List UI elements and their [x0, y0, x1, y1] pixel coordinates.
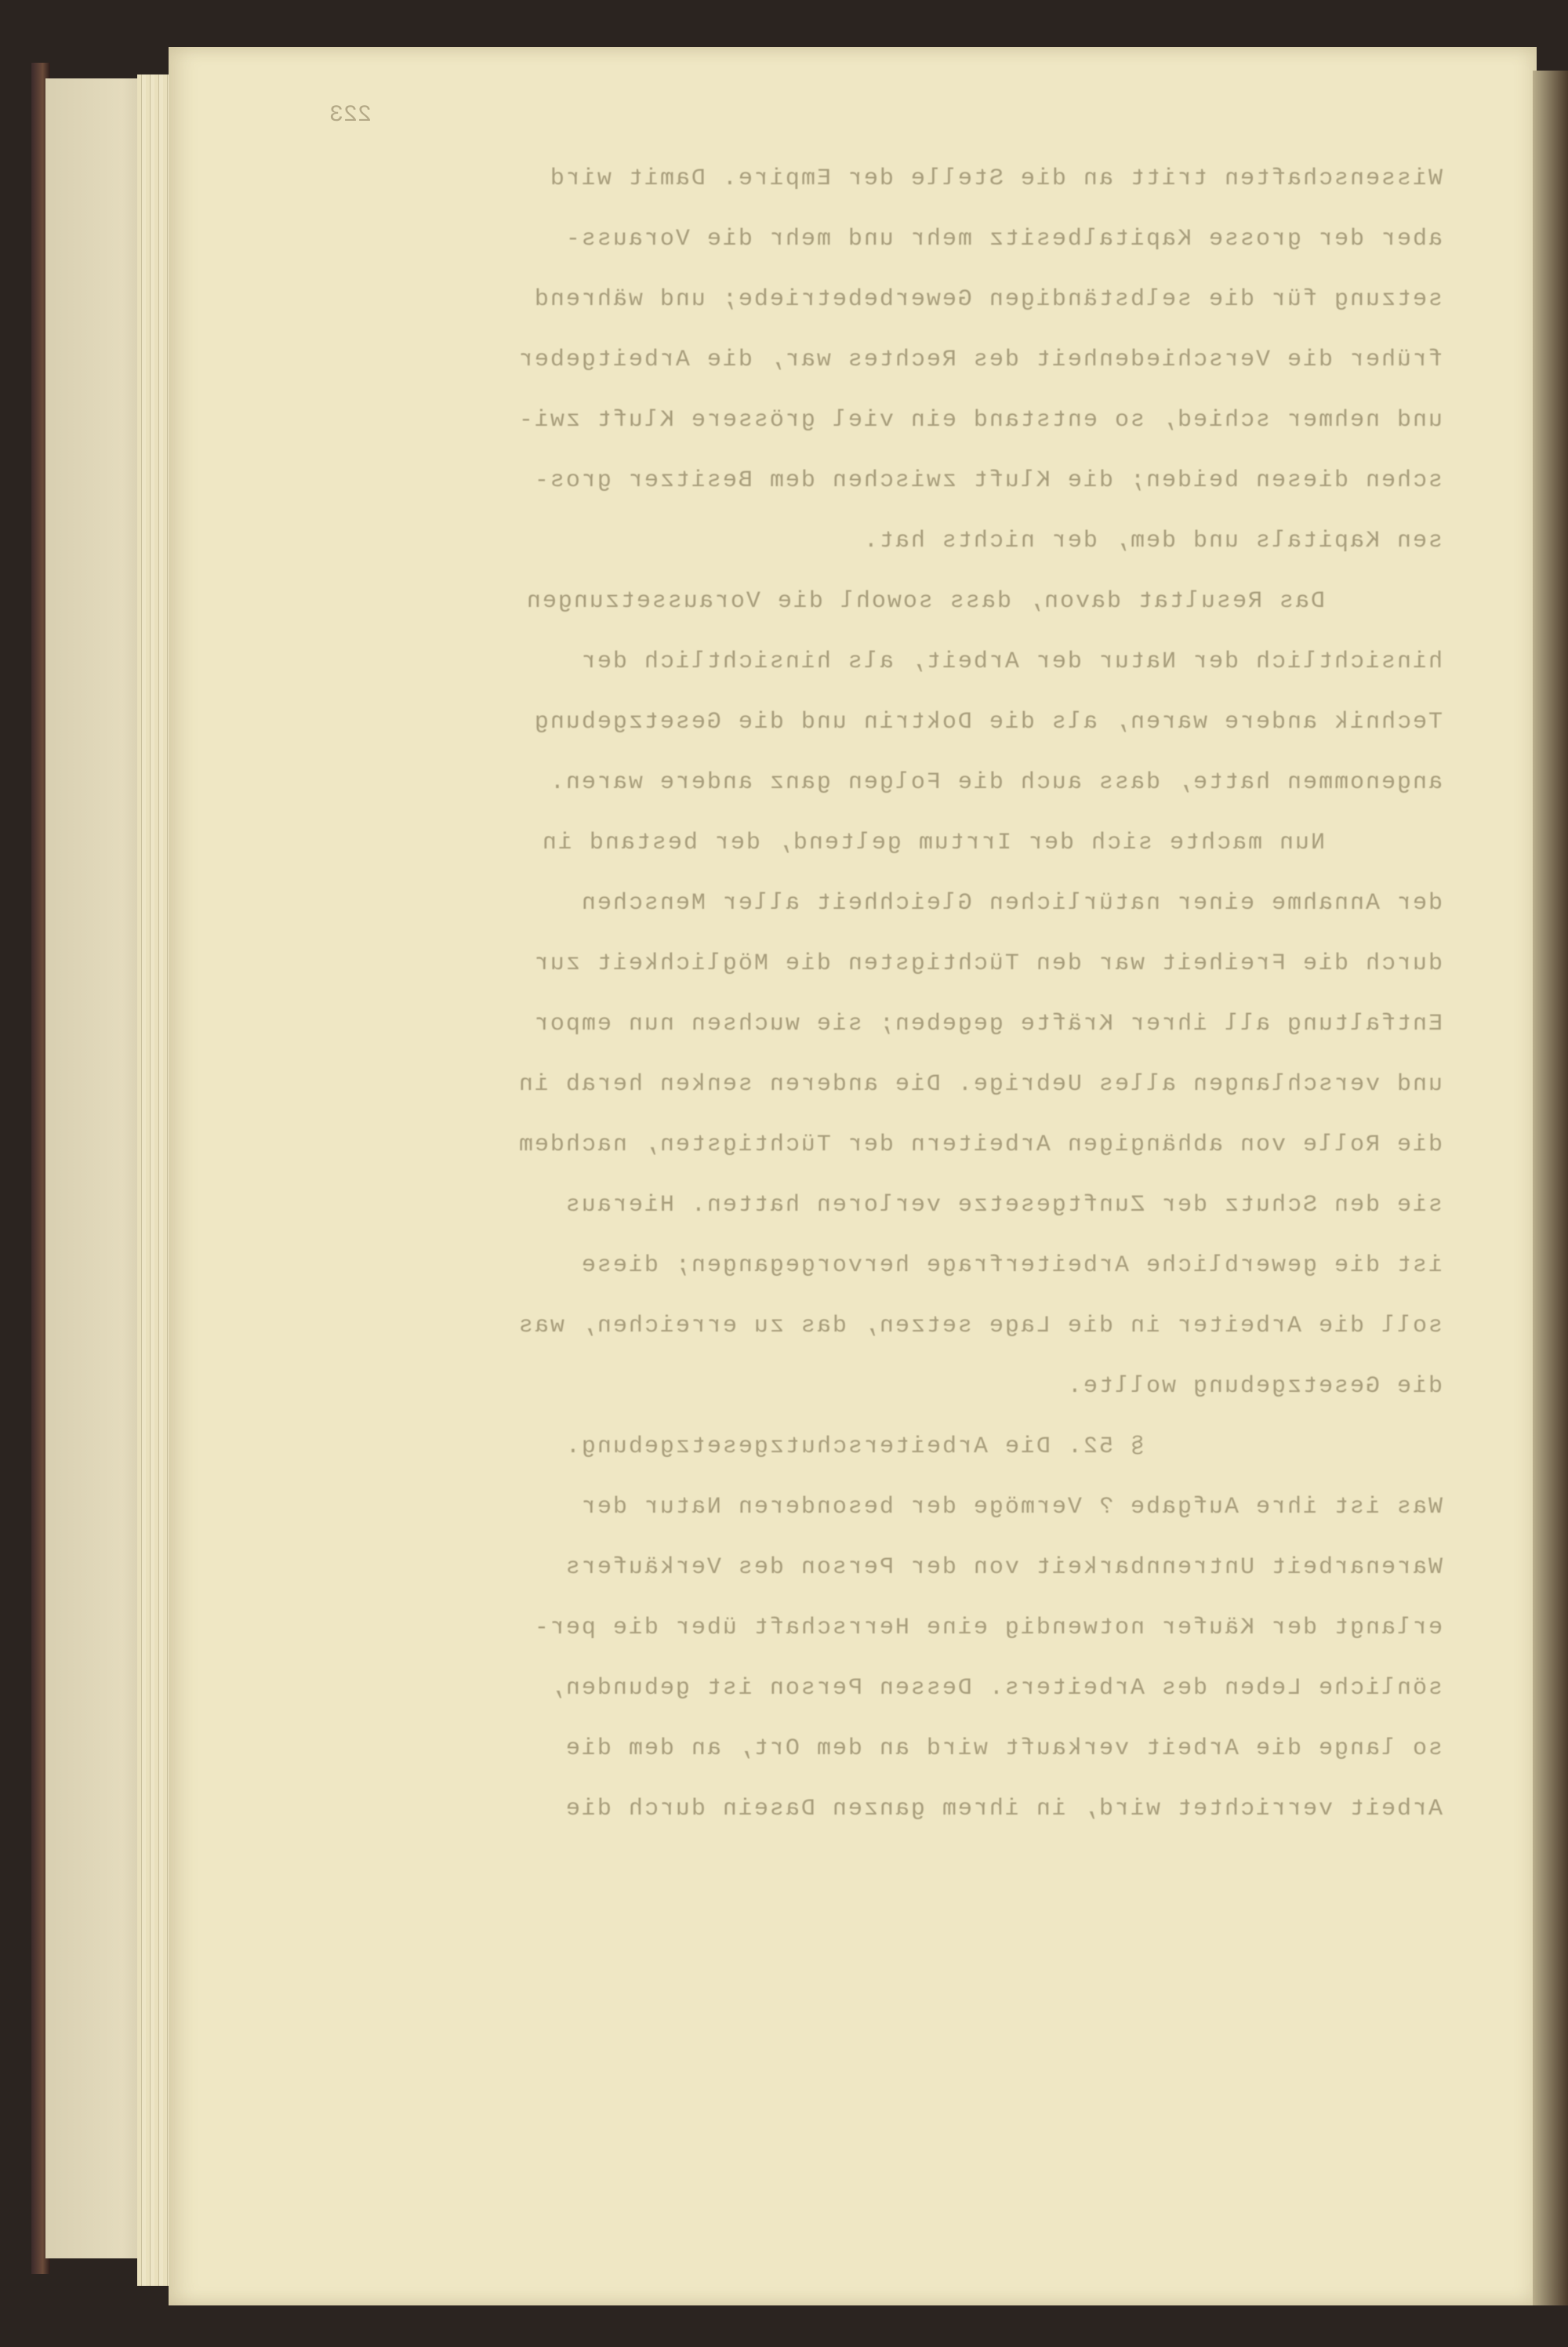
text-line: setzung für die selbständigen Gewerbebetriebe; und während: [532, 286, 1443, 313]
text-line: sen Kapitals und dem, der nichts hat.: [862, 528, 1443, 554]
text-line: Warenarbeit Untrennbarkeit von der Person des Verkäufers: [564, 1554, 1443, 1581]
section-heading: § 52. Die Arbeiterschutzgesetzgebung.: [564, 1433, 1145, 1460]
text-line: die Gesetzgebung wollte.: [1065, 1373, 1443, 1400]
text-line: soll die Arbeiter in die Lage setzen, das zu erreichen, was: [517, 1313, 1443, 1339]
text-line: Arbeit verrichtet wird, in ihrem ganzen Dasein durch die: [564, 1796, 1443, 1822]
text-line: angenommen hatte, dass auch die Folgen ganz andere waren.: [548, 769, 1443, 796]
text-line: hinsichtlich der Natur der Arbeit, als hinsichtlich der: [579, 649, 1443, 675]
text-line: und nehmer schied, so entstand ein viel grössere Kluft zwi-: [517, 407, 1443, 434]
text-line: und verschlangen alles Uebrige. Die anderen senken herab in: [517, 1071, 1443, 1098]
text-line: Was ist ihre Aufgabe ? Vermöge der besonderen Natur der: [579, 1494, 1443, 1520]
text-line: so lange die Arbeit verkauft wird an dem Ort, an dem die: [564, 1735, 1443, 1762]
text-line: Nun machte sich der Irrtum geltend, der bestand in: [540, 830, 1325, 856]
text-line: aber der grosse Kapitalbesitz mehr und mehr die Vorauss-: [564, 226, 1443, 253]
bleed-through-text: [329, 102, 1443, 1840]
text-line: ist die gewerbliche Arbeiterfrage hervorgegangen; diese: [579, 1252, 1443, 1279]
text-line: Wissenschaften tritt an die Stelle der Empire. Damit wird: [548, 165, 1443, 192]
text-line: früher die Verschiedenheit des Rechtes war, die Arbeitgeber: [517, 347, 1443, 373]
text-line: erlangt der Käufer notwendig eine Herrschaft über die per-: [532, 1615, 1443, 1641]
right-gutter: [1533, 71, 1568, 2305]
text-line: der Annahme einer natürlichen Gleichheit aller Menschen: [579, 890, 1443, 917]
text-line: Entfaltung all ihrer Kräfte gegeben; sie wuchsen nun empor: [532, 1011, 1443, 1037]
text-line: durch die Freiheit war den Tüchtigsten die Möglichkeit zur: [532, 950, 1443, 977]
page-number: 223: [329, 102, 372, 129]
text-line: Das Resultat davon, dass sowohl die Voraussetzungen: [524, 588, 1325, 615]
text-line: sönliche Leben des Arbeiters. Dessen Person ist gebunden,: [548, 1675, 1443, 1702]
text-line: schen diesen beiden; die Kluft zwischen dem Besitzer gros-: [532, 467, 1443, 494]
text-line: Technik andere waren, als die Doktrin und die Gesetzgebung: [532, 709, 1443, 736]
text-line: sie den Schutz der Zunftgesetze verloren hatten. Hieraus: [564, 1192, 1443, 1219]
text-line: die Rolle von abhängigen Arbeitern der Tüchtigsten, nachdem: [517, 1132, 1443, 1158]
